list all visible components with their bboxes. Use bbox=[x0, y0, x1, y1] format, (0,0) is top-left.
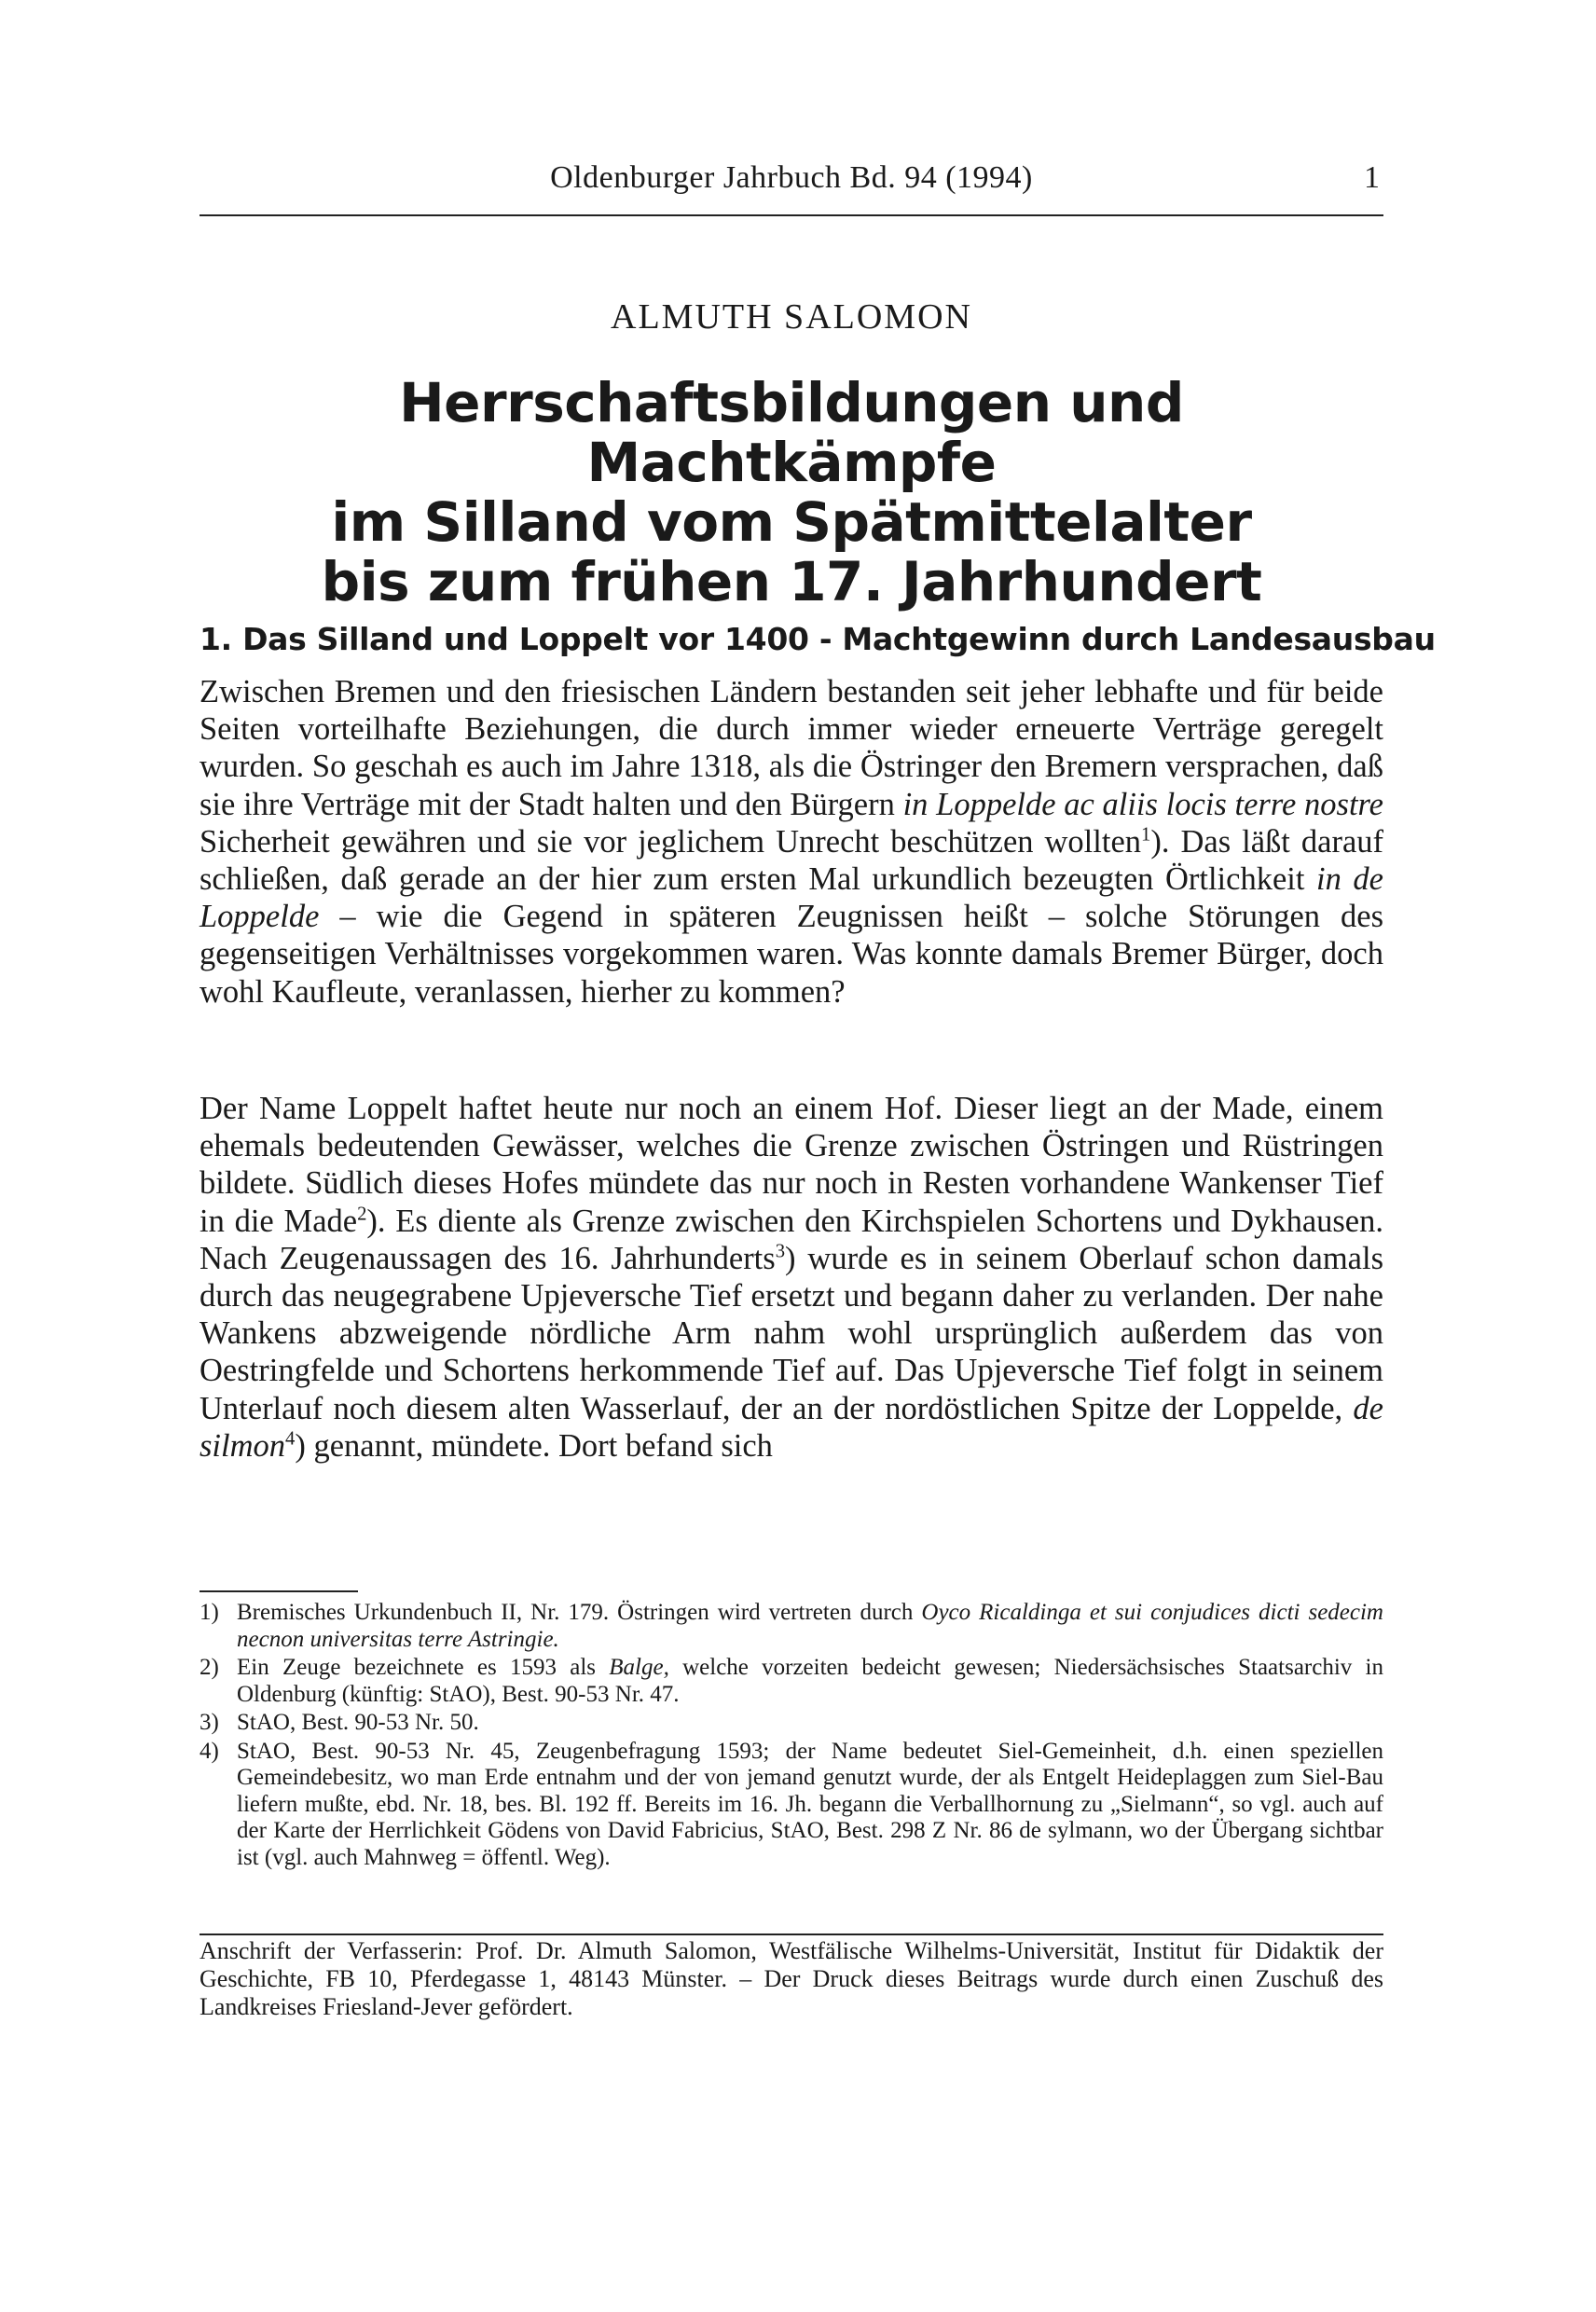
text-run: ) genannt, mündete. Dort befand sich bbox=[295, 1427, 773, 1464]
text-run: ) wurde es in seinem Oberlauf schon damals durch das neugegrabene Upjeversche Tief ersetzt und begann daher zu verlanden. Der nahe Wankens abzweigende nördliche Arm nahm wohl ursprünglich außerdem das von Oestringfelde und Schortens herkommende Tief auf. Das Upjeversche Tief folgt in seinem Unterlauf noch diesem alten Wasserlauf, der an der nordöstlichen Spitze der Loppelde, bbox=[200, 1240, 1383, 1426]
journal-title: Oldenburger Jahrbuch Bd. 94 (1994) bbox=[550, 160, 1033, 195]
footnote-mark: 3) bbox=[200, 1710, 219, 1735]
place-name: de silmon bbox=[200, 1390, 1383, 1464]
author-address: Anschrift der Verfasserin: Prof. Dr. Almuth Salomon, Westfälische Wilhelms-Universität, Institut für Didaktik der Geschichte, FB 10, Pferdegasse 1, 48143 Münster. – Der Druck dieses Beitrags wurde durch einen Zuschuß des Landkreises Friesland-Jever gefördert. bbox=[200, 1937, 1383, 2020]
body-paragraph bbox=[200, 673, 1383, 1011]
footnote-mark: 2) bbox=[200, 1655, 219, 1680]
latin-quote: in Loppelde ac aliis locis terre nostre bbox=[902, 786, 1383, 822]
place-name: in de Loppelde bbox=[200, 861, 1383, 935]
text-run: welche vorzeiten bedeicht gewesen; Niedersächsisches Staatsarchiv in Oldenburg (künftig: StAO), Best. 90-53 Nr. 47. bbox=[237, 1655, 1383, 1707]
text-run: Bremisches Urkundenbuch II, Nr. 179. Östringen wird vertreten durch bbox=[237, 1600, 922, 1625]
text-run: Ein Zeuge bezeichnete es 1593 als bbox=[237, 1655, 610, 1680]
italic-run: Oyco Ricaldinga et sui conjudices dicti sedecim necnon universitas terre Astringie. bbox=[237, 1600, 1383, 1652]
footnote-text bbox=[237, 1710, 1383, 1737]
footnote bbox=[200, 1710, 1383, 1737]
footnote-ref[interactable]: 1 bbox=[1141, 824, 1151, 846]
footnote-ref[interactable]: 2 bbox=[357, 1204, 367, 1225]
text-run: Sicherheit gewähren und sie vor jeglichem Unrecht beschützen wollten bbox=[200, 823, 1142, 860]
text-run: StAO, Best. 90-53 Nr. 45, Zeugenbefragung 1593; der Name bedeutet Siel-Gemeinheit, d.h. einen speziellen Gemeindebesitz, wo man Erde entnahm und der von jemand genutzt wurde, der als Entgelt Heideplaggen zum Siel-Bau liefern mußte, ebd. Nr. 18, bes. Bl. 192 ff. Bereits im 16. Jh. begann die Verballhornung zu „Sielmann“, so vgl. auch auf der Karte der Herrlichkeit Gödens von David Fabricius, StAO, Best. 298 Z Nr. 86 de sylmann, wo der Übergang sichtbar ist (vgl. auch Mahnweg = öffentl. Weg). bbox=[237, 1738, 1383, 1870]
footnote bbox=[200, 1739, 1383, 1872]
footnote-text bbox=[237, 1600, 1383, 1653]
text-run: StAO, Best. 90-53 Nr. 50. bbox=[237, 1710, 479, 1735]
title-line: bis zum frühen 17. Jahrhundert bbox=[321, 550, 1262, 613]
italic-run: Balge, bbox=[609, 1655, 669, 1680]
article-title bbox=[200, 373, 1383, 612]
address-rule bbox=[200, 1934, 1383, 1935]
text-run: Zwischen Bremen und den friesischen Ländern bestanden seit jeher lebhafte und für beide Seiten vorteilhafte Beziehungen, die durch immer wieder erneuerte Verträge geregelt wurden. So geschah es auch im Jahre 1318, als die Östringer den Bremern versprachen, daß sie ihre Verträge mit der Stadt halten und den Bürgern bbox=[200, 674, 1383, 822]
author-name: ALMUTH SALOMON bbox=[611, 297, 972, 337]
section-heading: 1. Das Silland und Loppelt vor 1400 - Machtgewinn durch Landesausbau bbox=[200, 621, 1436, 657]
footnote bbox=[200, 1655, 1383, 1708]
running-header bbox=[200, 160, 1383, 207]
footnote-mark: 1) bbox=[200, 1600, 219, 1625]
title-line: Herrschaftsbildungen und Machtkämpfe bbox=[399, 371, 1184, 494]
text-run: ). Es diente als Grenze zwischen den Kirchspielen Schortens und Dykhausen. Nach Zeugenaussagen des 16. Jahrhunderts bbox=[200, 1203, 1383, 1276]
footnote-text bbox=[237, 1739, 1383, 1872]
footnote-mark: 4) bbox=[200, 1738, 219, 1764]
footnote-text bbox=[237, 1655, 1383, 1708]
footnotes bbox=[200, 1600, 1383, 1873]
footnote-rule bbox=[200, 1590, 358, 1592]
text-run: ). Das läßt darauf schließen, daß gerade an der hier zum ersten Mal urkundlich bezeugten Örtlichkeit bbox=[200, 823, 1383, 898]
header-rule bbox=[200, 214, 1383, 216]
footnote-ref[interactable]: 4 bbox=[285, 1428, 296, 1450]
body-paragraph bbox=[200, 1090, 1383, 1465]
footnote-ref[interactable]: 3 bbox=[775, 1241, 786, 1262]
title-line: im Silland vom Spätmittelalter bbox=[331, 490, 1252, 554]
text-run: Der Name Loppelt haftet heute nur noch an einem Hof. Dieser liegt an der Made, einem ehemals bedeutenden Gewässer, welches die Grenze zwischen Östringen und Rüstringen bildete. Südlich dieses Hofes mündete das nur noch in Resten vorhandene Wankenser Tief in die Made bbox=[200, 1091, 1383, 1239]
page-number: 1 bbox=[1364, 160, 1380, 195]
footnote bbox=[200, 1600, 1383, 1653]
text-run: – wie die Gegend in späteren Zeugnissen heißt – solche Störungen des gegenseitigen Verhältnisses vorgekommen waren. Was konnte damals Bremer Bürger, doch wohl Kaufleute, veranlassen, hierher zu kommen? bbox=[200, 899, 1383, 1010]
